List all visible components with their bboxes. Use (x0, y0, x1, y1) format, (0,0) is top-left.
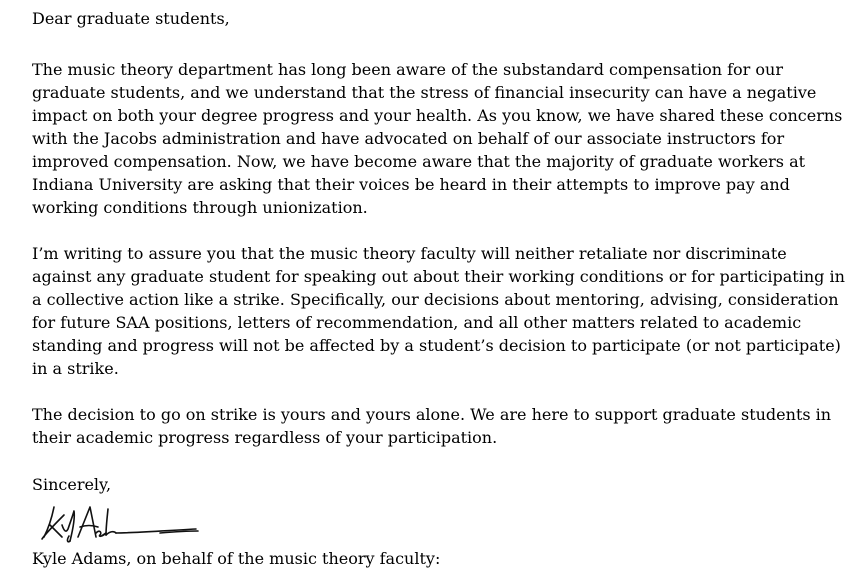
paragraph-1 (32, 58, 842, 219)
paragraph-3-line: their academic progress regardless of your participation. (32, 428, 498, 447)
paragraph-1-line: with the Jacobs administration and have advocated on behalf of our associate instructors for (32, 129, 785, 148)
paragraph-2-line: in a strike. (32, 359, 119, 378)
signer-line: Kyle Adams, on behalf of the music theory faculty: (32, 549, 441, 568)
paragraph-3 (32, 403, 831, 449)
paragraph-2-line: I’m writing to assure you that the music theory faculty will neither retaliate nor discriminate (32, 244, 787, 263)
paragraph-2-line: standing and progress will not be affected by a student’s decision to participate (or not participate) (32, 336, 841, 355)
paragraph-2 (32, 242, 845, 380)
paragraph-1-line: Indiana University are asking that their voices be heard in their attempts to improve pay and (32, 175, 790, 194)
paragraph-1-line: graduate students, and we understand that the stress of financial insecurity can have a negative (32, 83, 817, 102)
paragraph-2-line: a collective action like a strike. Specifically, our decisions about mentoring, advising, consideration (32, 290, 839, 309)
paragraph-2-line: against any graduate student for speaking out about their working conditions or for participating in (32, 267, 845, 286)
handwritten-signature (40, 503, 200, 545)
paragraph-1-line: impact on both your degree progress and your health. As you know, we have shared these concerns (32, 106, 843, 125)
paragraph-2-line: for future SAA positions, letters of recommendation, and all other matters related to academic (32, 313, 802, 332)
paragraph-1-line: improved compensation. Now, we have become aware that the majority of graduate workers at (32, 152, 806, 171)
paragraph-1-line: The music theory department has long been aware of the substandard compensation for our (32, 60, 783, 79)
paragraph-3-line: The decision to go on strike is yours and yours alone. We are here to support graduate students in (32, 405, 832, 424)
salutation: Dear graduate students, (32, 9, 230, 28)
closing: Sincerely, (32, 475, 112, 494)
paragraph-1-line: working conditions through unionization. (32, 198, 368, 217)
